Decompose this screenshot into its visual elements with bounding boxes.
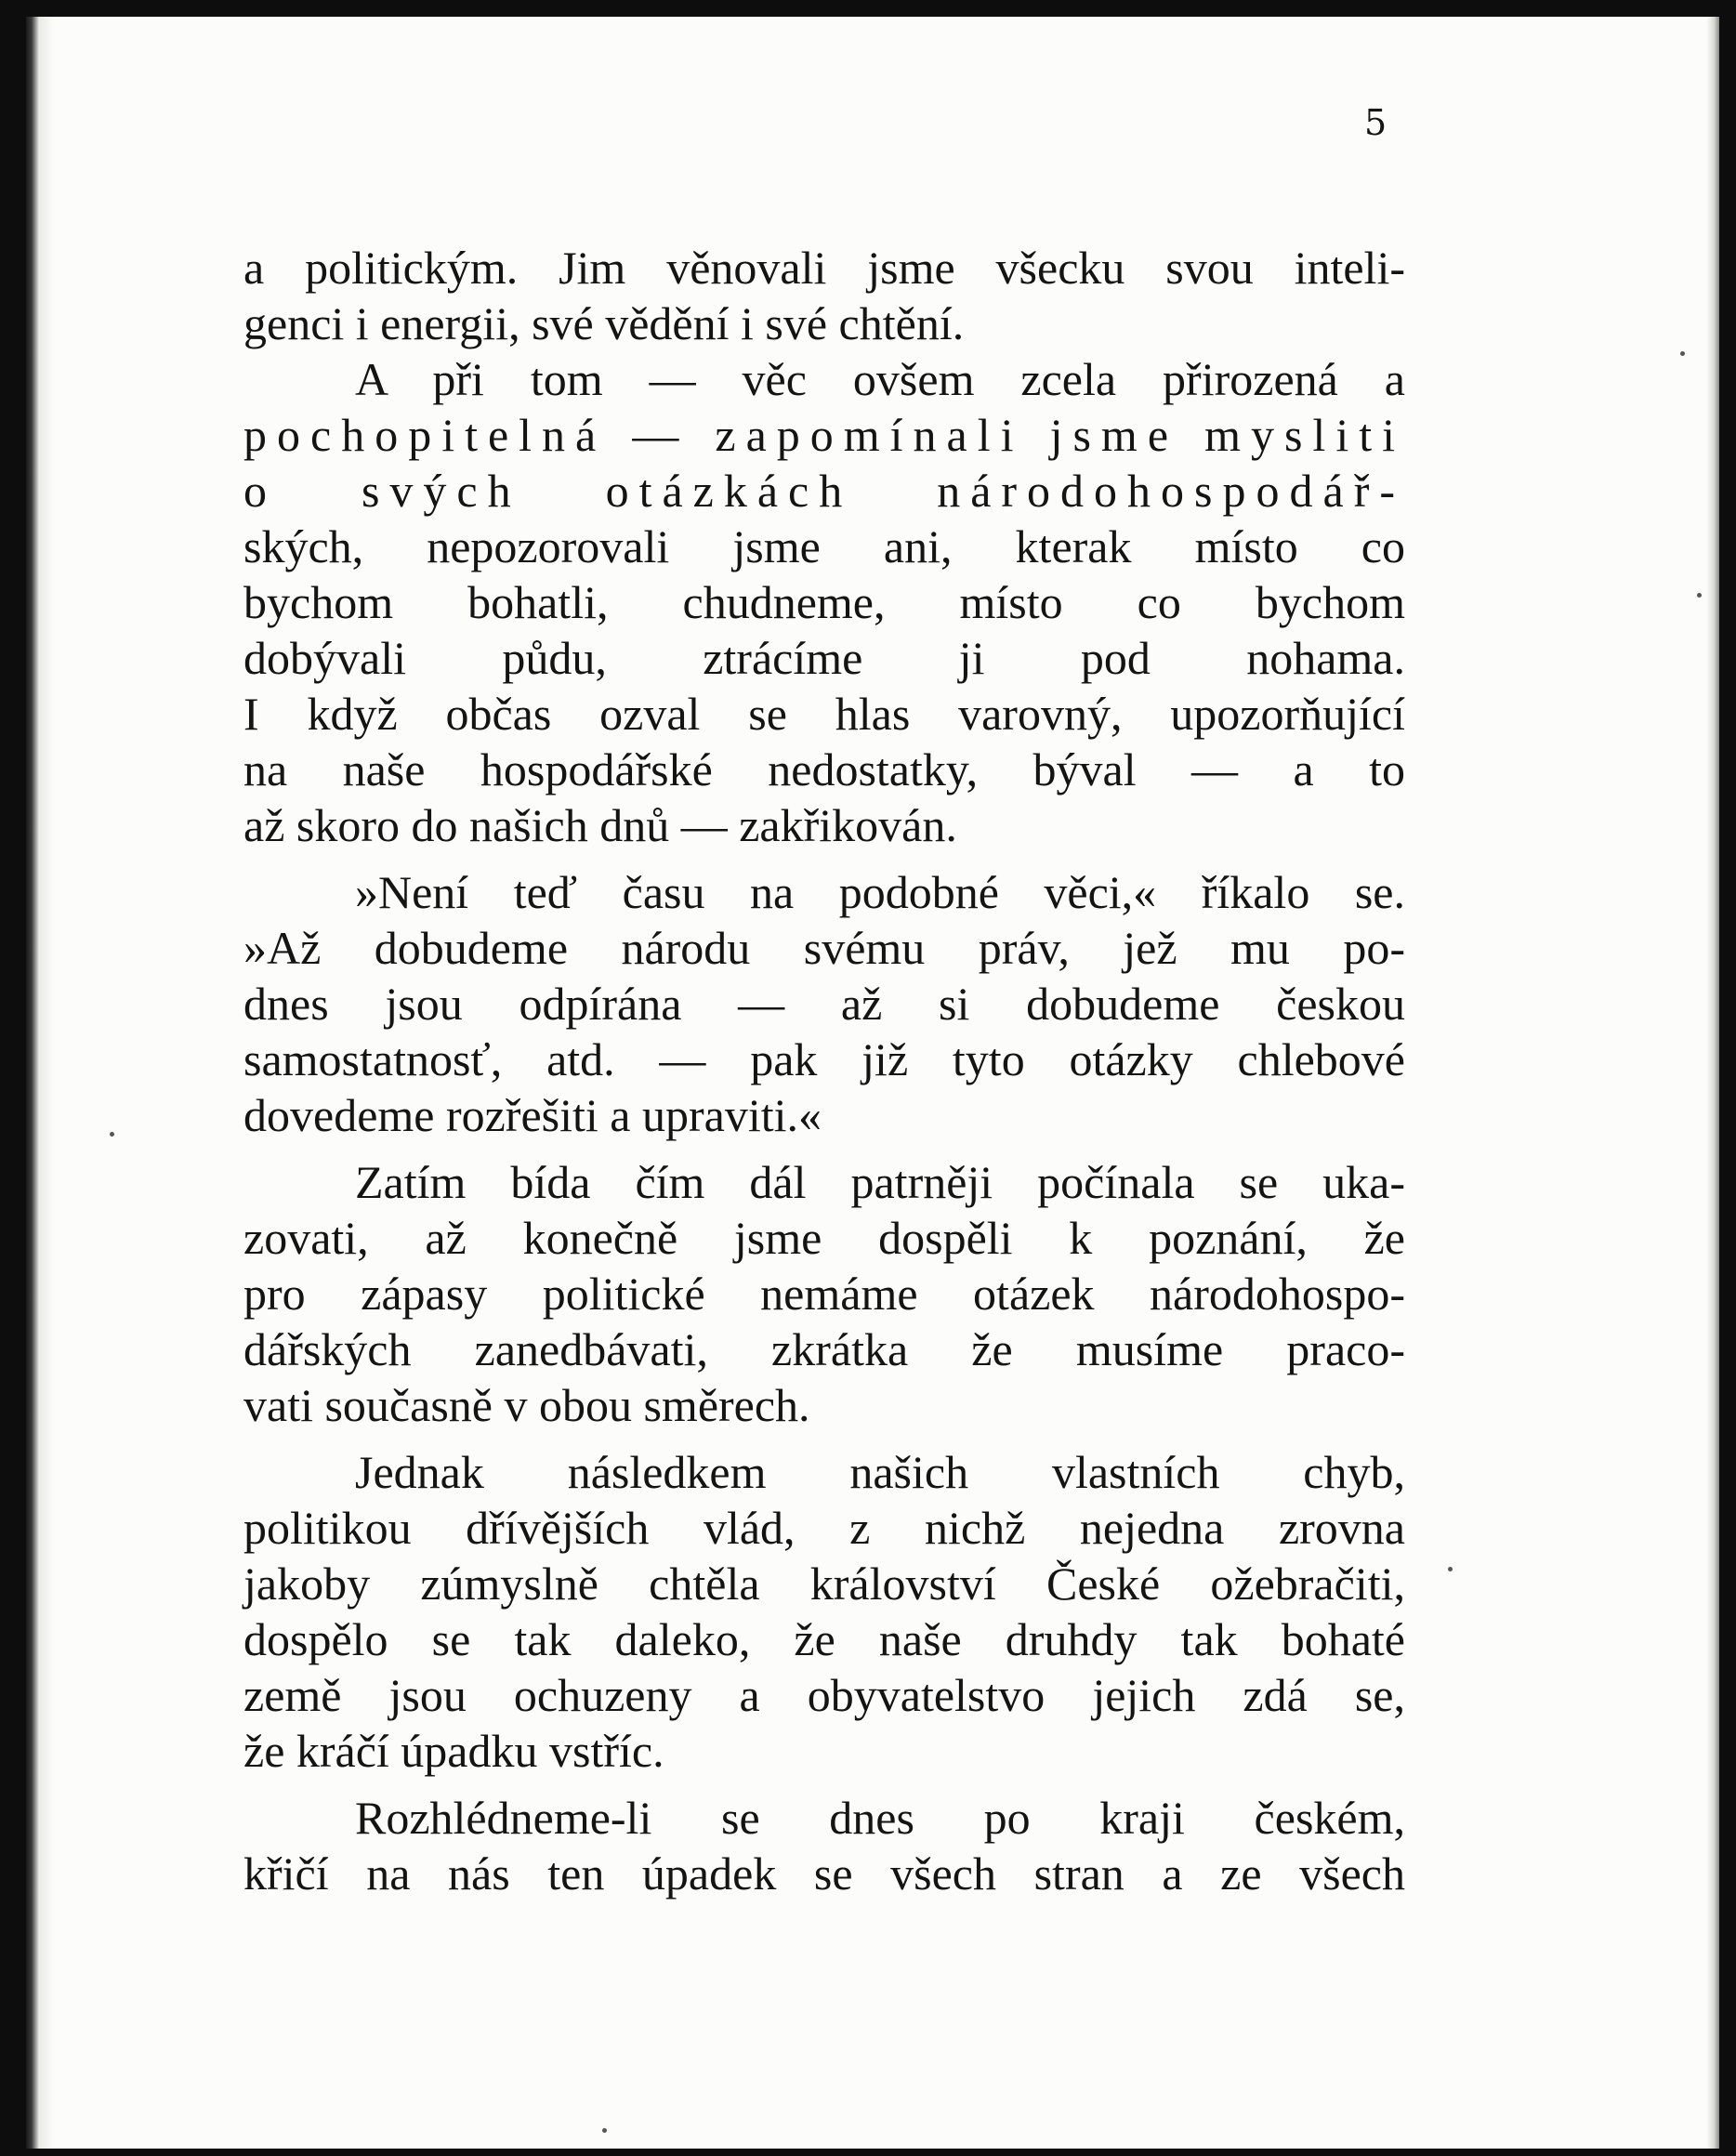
text-line: dovedeme rozřešiti a upraviti.« (243, 1089, 822, 1141)
text-line: země jsou ochuzeny a obyvatelstvo jejich zdá se, (243, 1669, 1405, 1721)
text-line: politikou dřívějších vlád, z nichž nejedna zrovna (243, 1502, 1405, 1554)
text-line: Rozhlédneme-li se dnes po kraji českém, (355, 1792, 1405, 1844)
text-line: dobývali půdu, ztrácíme ji pod nohama. (243, 632, 1405, 684)
paper-speck (1448, 1567, 1453, 1571)
text-line: »Až dobudeme národu svému práv, jež mu po- (243, 922, 1405, 974)
text-line: křičí na nás ten úpadek se všech stran a ze všech (243, 1847, 1405, 1900)
text-line: že kráčí úpadku vstříc. (243, 1725, 664, 1777)
text-line: samostatnosť, atd. — pak již tyto otázky chlebové (243, 1033, 1405, 1085)
body-text (243, 240, 1405, 1901)
paper-speck (602, 2128, 607, 2133)
paper-speck (1680, 351, 1685, 356)
text-line: bychom bohatli, chudneme, místo co bychom (243, 576, 1405, 628)
book-page (26, 17, 1719, 2149)
page-right-edge (1706, 17, 1719, 2149)
text-line: jakoby zúmyslně chtěla království České ožebračiti, (243, 1558, 1405, 1610)
text-line: dospělo se tak daleko, že naše druhdy tak bohaté (243, 1613, 1405, 1665)
text-line: Zatím bída čím dál patrněji počínala se uka- (355, 1156, 1405, 1208)
page-binding-edge (26, 17, 54, 2149)
text-line: pro zápasy politické nemáme otázek národohospo- (243, 1268, 1405, 1320)
text-line: dářských zanedbávati, zkrátka že musíme praco- (243, 1323, 1405, 1375)
paper-speck (110, 1132, 114, 1137)
text-line: A při tom — věc ovšem zcela přirozená a (355, 353, 1405, 405)
text-line: pochopitelná — zapomínali jsme mysliti (243, 409, 1405, 461)
paper-speck (1697, 593, 1702, 598)
text-line: vati současně v obou směrech. (243, 1379, 810, 1431)
text-line: dnes jsou odpírána — až si dobudeme českou (243, 978, 1405, 1030)
text-line: na naše hospodářské nedostatky, býval — a to (243, 743, 1405, 795)
text-line: »Není teď času na podobné věci,« říkalo se. (355, 866, 1405, 918)
text-line: až skoro do našich dnů — zakřikován. (243, 799, 957, 851)
text-line: a politickým. Jim věnovali jsme všecku svou inteli- (243, 242, 1405, 294)
text-line: zovati, až konečně jsme dospěli k poznání, že (243, 1212, 1405, 1264)
text-line: ských, nepozorovali jsme ani, kterak místo co (243, 520, 1405, 572)
text-line: o svých otázkách národohospodář- (243, 465, 1405, 517)
text-line: Jednak následkem našich vlastních chyb, (355, 1446, 1405, 1498)
page-number: 5 (1364, 102, 1387, 143)
text-line: genci i energii, své vědění i své chtění. (243, 297, 965, 349)
text-line: I když občas ozval se hlas varovný, upozorňující (243, 688, 1405, 740)
